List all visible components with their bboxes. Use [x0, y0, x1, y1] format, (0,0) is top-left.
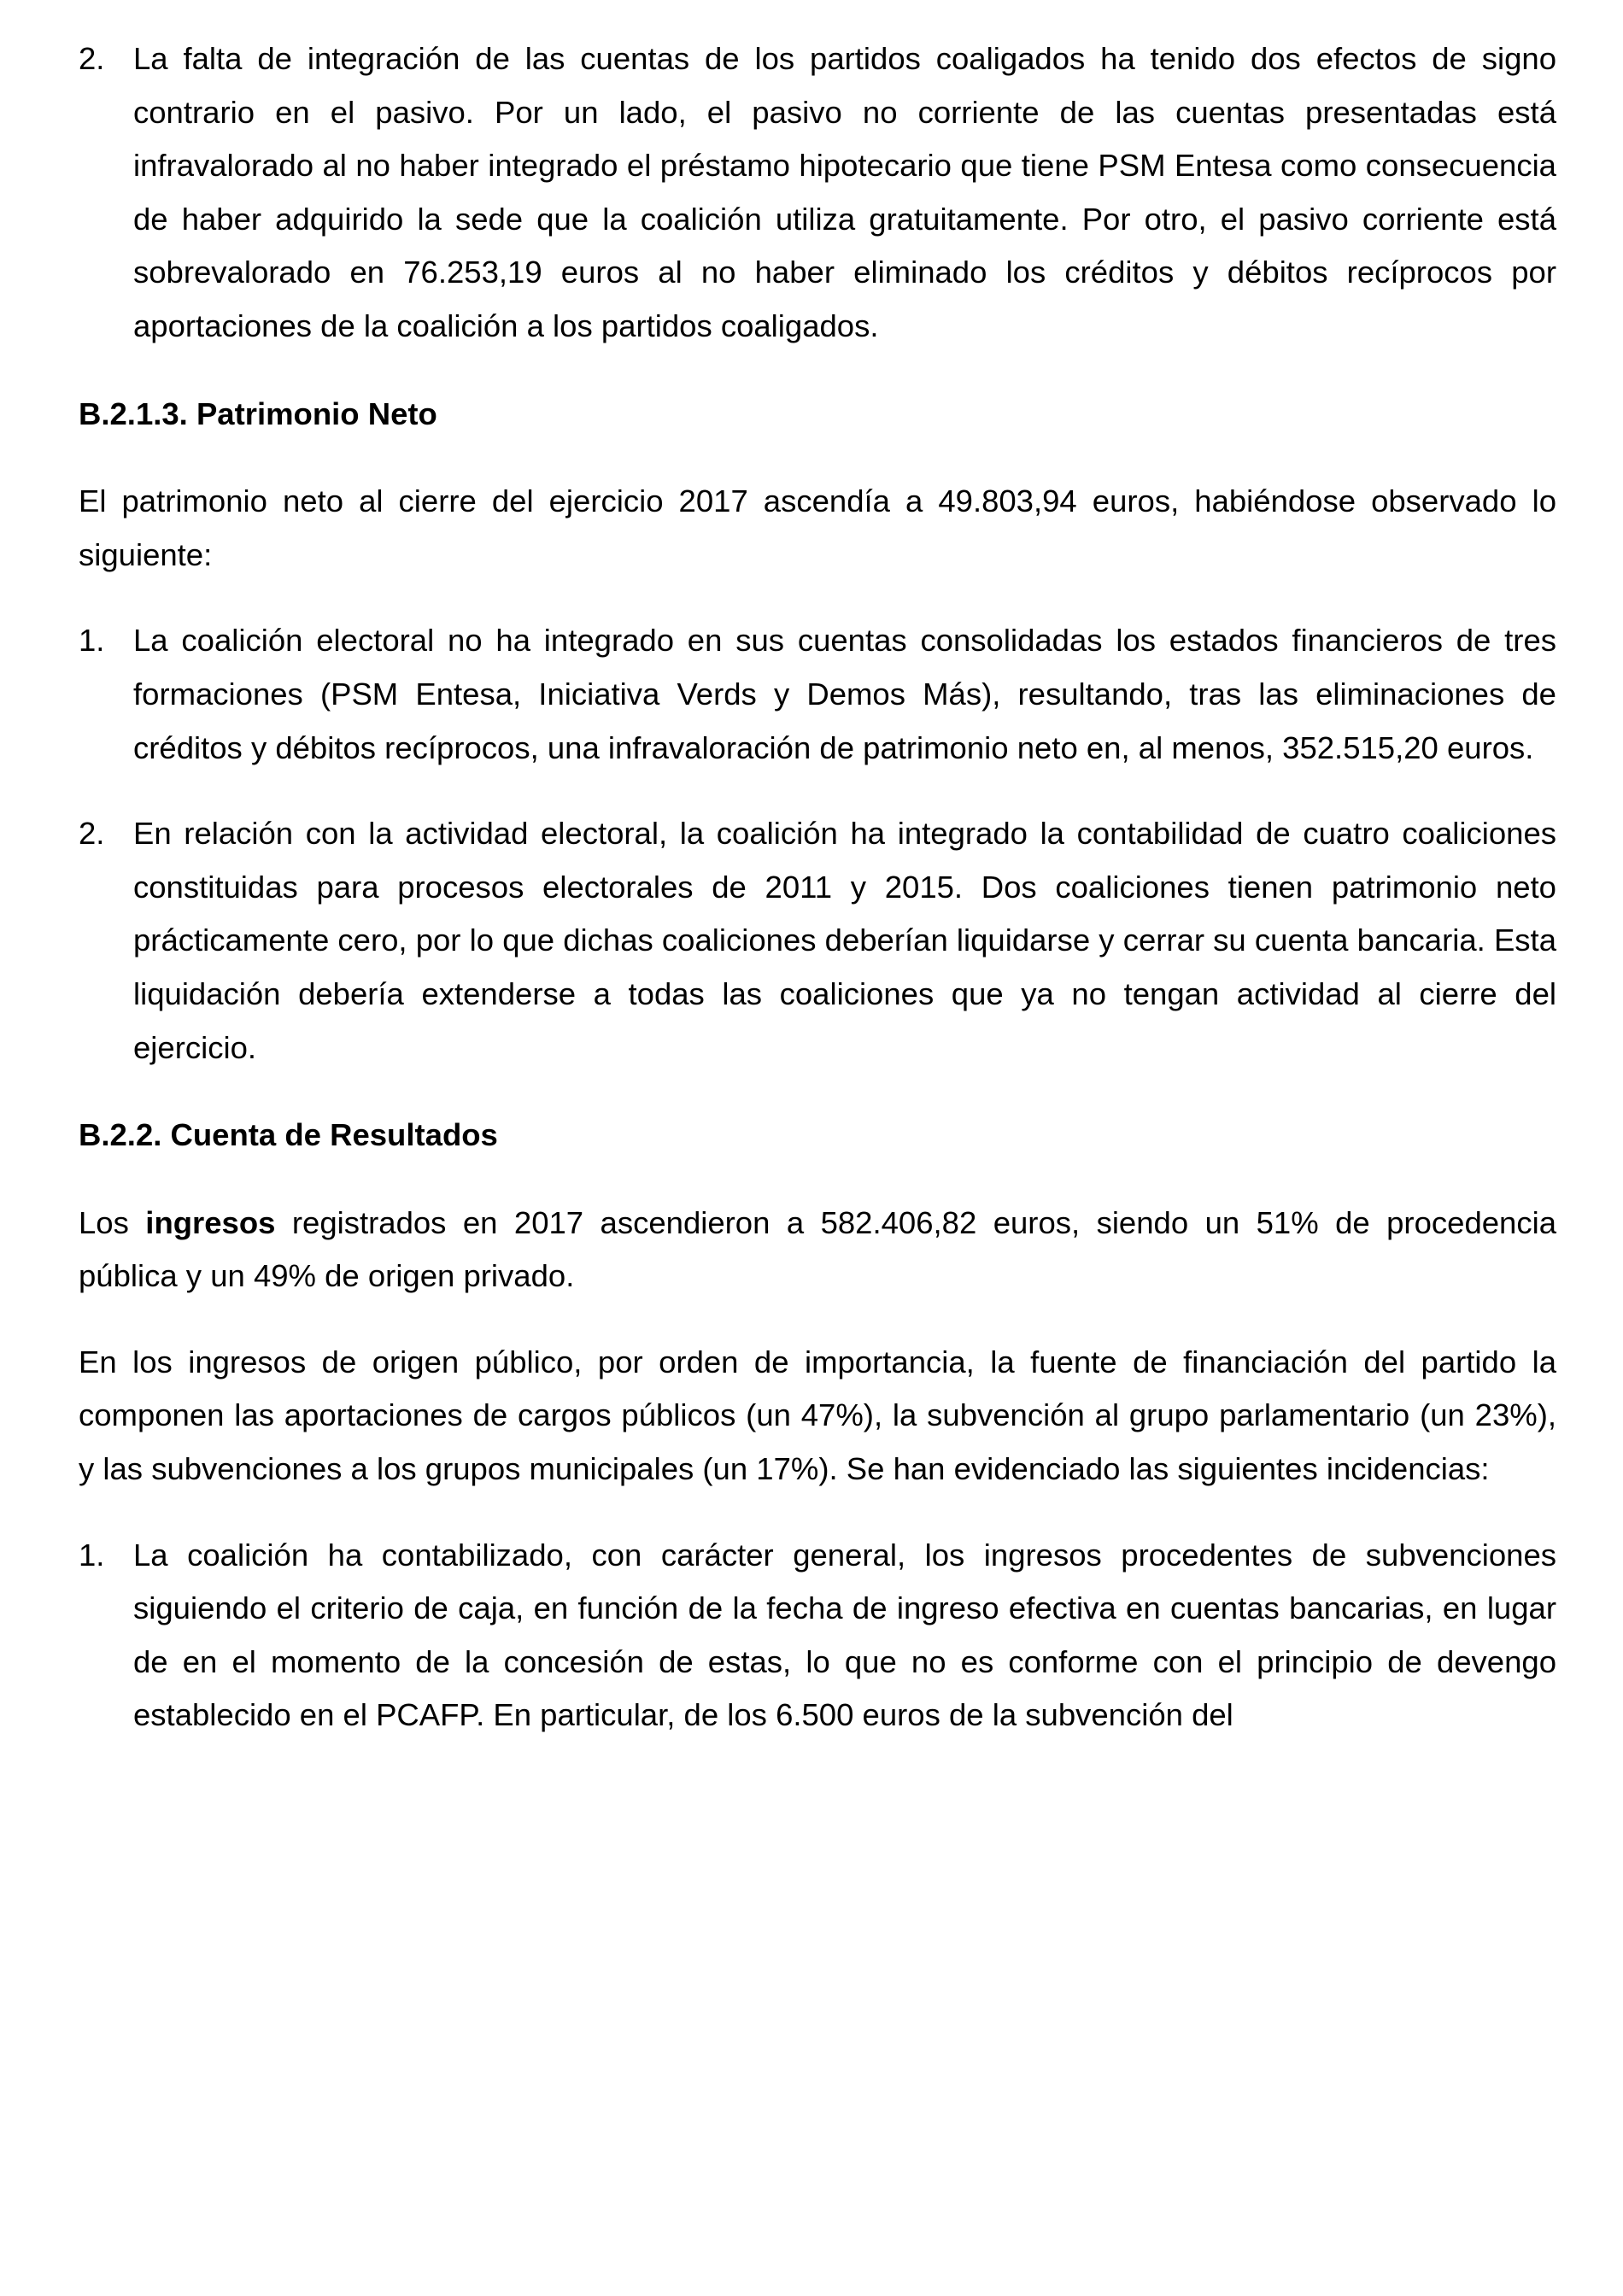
list-number: 2. — [79, 816, 105, 852]
list-number: 1. — [79, 1537, 105, 1573]
section-heading-cuenta-resultados: B.2.2. Cuenta de Resultados — [79, 1117, 498, 1153]
ingresos-paragraph — [79, 1197, 1556, 1303]
resultados-list-item-1 — [79, 1529, 1556, 1742]
section-heading-patrimonio-neto: B.2.1.3. Patrimonio Neto — [79, 395, 437, 431]
ingresos-publicos-paragraph: En los ingresos de origen público, por orden de importancia, la fuente de financiación del partido la componen las aportaciones de cargos públicos (un 47%), la subvención al grupo parlamentario (un 23%), y las subvenciones a los grupos municipales (un 17%). Se han evidenciado las siguientes incidencias: — [79, 1344, 1556, 1487]
list-item-text: En relación con la actividad electoral, la coalición ha integrado la contabilidad de cuatro coaliciones constituidas para procesos electorales de 2011 y 2015. Dos coaliciones tienen patrimonio neto prácticamente cero, por lo que dichas coaliciones deberían liquidarse y cerrar su cuenta bancaria. Esta liquidación debería extenderse a todas las coaliciones que ya no tengan actividad al cierre del ejercicio. — [133, 816, 1556, 1065]
list-number: 2. — [79, 41, 105, 76]
list-item-text: La coalición electoral no ha integrado en sus cuentas consolidadas los estados financieros de tres formaciones (PSM Entesa, Iniciativa Verds y Demos Más), resultando, tras las eliminaciones de créditos y débitos recíprocos, una infravaloración de patrimonio neto en, al menos, 352.515,20 euros. — [133, 623, 1556, 765]
list-number: 1. — [79, 623, 105, 659]
list-item-text: La coalición ha contabilizado, con carácter general, los ingresos procedentes de subvenciones siguiendo el criterio de caja, en función de la fecha de ingreso efectiva en cuentas bancarias, en lugar de en el momento de la concesión de estas, lo que no es conforme con el principio de devengo establecido en el PCAFP. En particular, de los 6.500 euros de la subvención del — [133, 1537, 1556, 1733]
patrimonio-list-item-1 — [79, 614, 1556, 775]
ingresos-text-before: Los — [79, 1204, 146, 1240]
patrimonio-list-item-2 — [79, 807, 1556, 1075]
ingresos-bold-term: ingresos — [145, 1204, 276, 1240]
ingresos-text-after: registrados en 2017 ascendieron a 582.406,82 euros, siendo un 51% de procedencia pública y un 49% de origen privado. — [79, 1204, 1556, 1294]
document-page — [79, 32, 1556, 1742]
pasivo-list-item-2 — [79, 32, 1556, 354]
patrimonio-intro-paragraph: El patrimonio neto al cierre del ejercicio 2017 ascendía a 49.803,94 euros, habiéndose observado lo siguiente: — [79, 483, 1556, 572]
list-item-text: La falta de integración de las cuentas de los partidos coaligados ha tenido dos efectos de signo contrario en el pasivo. Por un lado, el pasivo no corriente de las cuentas presentadas está infravalorado al no haber integrado el préstamo hipotecario que tiene PSM Entesa como consecuencia de haber adquirido la sede que la coalición utiliza gratuitamente. Por otro, el pasivo corriente está sobrevalorado en 76.253,19 euros al no haber eliminado los créditos y débitos recíprocos por aportaciones de la coalición a los partidos coaligados. — [133, 41, 1556, 343]
